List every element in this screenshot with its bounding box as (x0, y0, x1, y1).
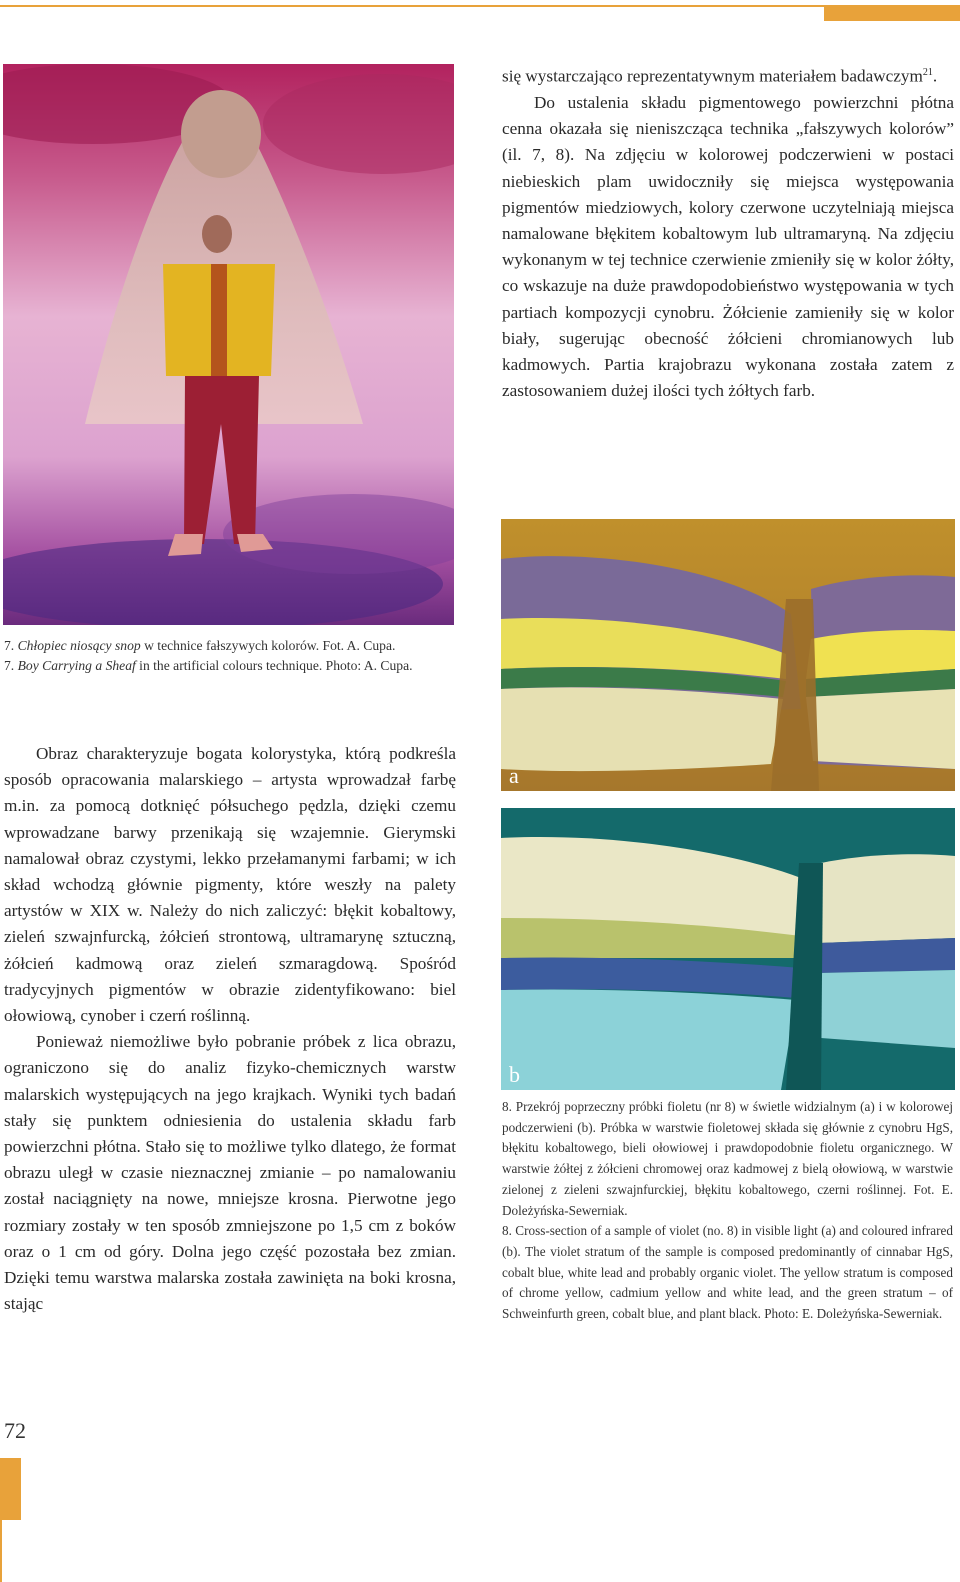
footnote-ref: 21 (922, 67, 933, 78)
caption-title: Boy Carrying a Sheaf (17, 658, 136, 673)
paragraph-text: się wystarczająco reprezentatywnym materiałem badawczym (502, 66, 923, 86)
figure-7-caption (4, 636, 456, 676)
left-paragraph-1: Obraz charakteryzuje bogata kolorystyka, którą podkreśla sposób opracowania malarskiego – artysta wprowadzał farbę m.in. za pomocą dotknięć półsuchego pędzla, dzięki czemu wprowadzane barwy przenikają się wzajemnie. Gierymski namalował obraz czystymi, lekko przełamanymi farbami; w ich skład wchodzą głównie pigmenty, które weszły na palety artystów w XIX w. Należy do nich zaliczyć: błękit kobaltowy, zieleń szwajnfurcką, żółcień strontową, ultramarynę sztuczną, żółcień kadmową oraz zieleń szmaragdową. Spośród tradycyjnych pigmentów w obrazie zidentyfikowano: biel ołowiową, cynober i czerń roślinną. (4, 744, 456, 1026)
figure-8b-graphic (501, 808, 955, 1090)
caption-title: Chłopiec niosący snop (17, 638, 141, 653)
figure-8a-image (501, 519, 955, 791)
figure-8b-image (501, 808, 955, 1090)
figure-8-caption-pl: 8. Przekrój poprzeczny próbki fioletu (nr 8) w świetle widzialnym (a) i w kolorowej podczerwieni (b). Próbka w warstwie fioletowej składa się głównie z cynobru HgS, błękitu kobaltowego, bieli ołowiowej i prawdopodobnie fioletu organicznego. W warstwie żółtej z żółcieni chromowej oraz kadmowej z bielą ołowiową, w warstwie zielonej z zieleni szwajnfurckiej, błękitu kobaltowego, czerni roślinnej. Fot. E. Doleżyńska-Sewerniak. (502, 1099, 953, 1218)
figure-7-caption-en (4, 656, 456, 676)
left-paragraph-2: Ponieważ niemożliwe było pobranie próbek z lica obrazu, ograniczono się do analiz fizyko-chemicznych warstw malarskich występujących na jego krajkach. Wyniki tych badań stały się punktem odniesienia do ustalenia składu farb powierzchni płótna. Stało się to możliwe tylko dlatego, że format obrazu uległ w czasie nieznacznej zmianie – po namalowaniu został naciągnięty na nowe, mniejsze krosna. Pierwotne jego rozmiary zostały w ten sposób zmniejszone po 1,5 cm z boków oraz o 1 cm od góry. Dolna jego część pozostała bez zmian. Dzięki temu warstwa malarska została zawinięta na boki krosna, stając (4, 1032, 456, 1314)
paragraph-end: . (932, 66, 938, 86)
side-accent-tab (0, 1458, 21, 1520)
caption-text: in the artificial colours technique. Photo: A. Cupa. (135, 658, 413, 673)
caption-text: w technice fałszywych kolorów. Fot. A. Cupa. (140, 638, 396, 653)
top-accent-rule (0, 5, 824, 7)
panel-label-b: b (509, 1062, 520, 1087)
figure-7-graphic (3, 64, 454, 625)
left-text-column (4, 741, 456, 1317)
top-accent-tab (824, 5, 960, 21)
figure-7-caption-pl (4, 636, 456, 656)
figure-8a-graphic (501, 519, 955, 791)
right-paragraph-2: Do ustalenia składu pigmentowego powierzchni płótna cenna okazała się nieniszcząca technika „fałszywych kolorów” (il. 7, 8). Na zdjęciu w kolorowej podczerwieni w postaci niebieskich plam uwidoczniły się miejsca występowania pigmentów miedziowych, kolory czerwone uczytelniają miejsca namalowane błękitem kobaltowym lub ultramaryną. Na zdjęciu wykonanym w tej technice czerwienie zmieniły się w kolor żółty, co wskazuje na duże prawdopodobieństwo występowania w tych partiach kompozycji cynobru. Żółcienie zamieniły się w kolor biały, sugerując obecność żółcieni chromianowych lub kadmowych. Partia krajobrazu wykonana została zatem z zastosowaniem dużej ilości tych żółtych farb. (502, 92, 954, 401)
right-paragraph-1 (502, 60, 954, 90)
caption-number: 7. (4, 658, 18, 673)
figure-8-caption-en: 8. Cross-section of a sample of violet (no. 8) in visible light (a) and coloured infrared (b). The violet stratum of the sample is composed predominantly of cinnabar HgS, cobalt blue, white lead and probably organic violet. The yellow stratum is composed of chrome yellow, cadmium yellow and white lead, and the green stratum – of Schweinfurth green, cobalt blue, and plant black. Photo: E. Doleżyńska-Sewerniak. (502, 1223, 953, 1322)
figure-7-image (3, 64, 454, 625)
figure-8-caption (502, 1097, 953, 1325)
right-text-column (502, 60, 954, 404)
side-accent-rule (0, 1520, 2, 1582)
caption-number: 7. (4, 638, 18, 653)
page-number: 72 (4, 1418, 26, 1443)
panel-label-a: a (509, 763, 519, 788)
